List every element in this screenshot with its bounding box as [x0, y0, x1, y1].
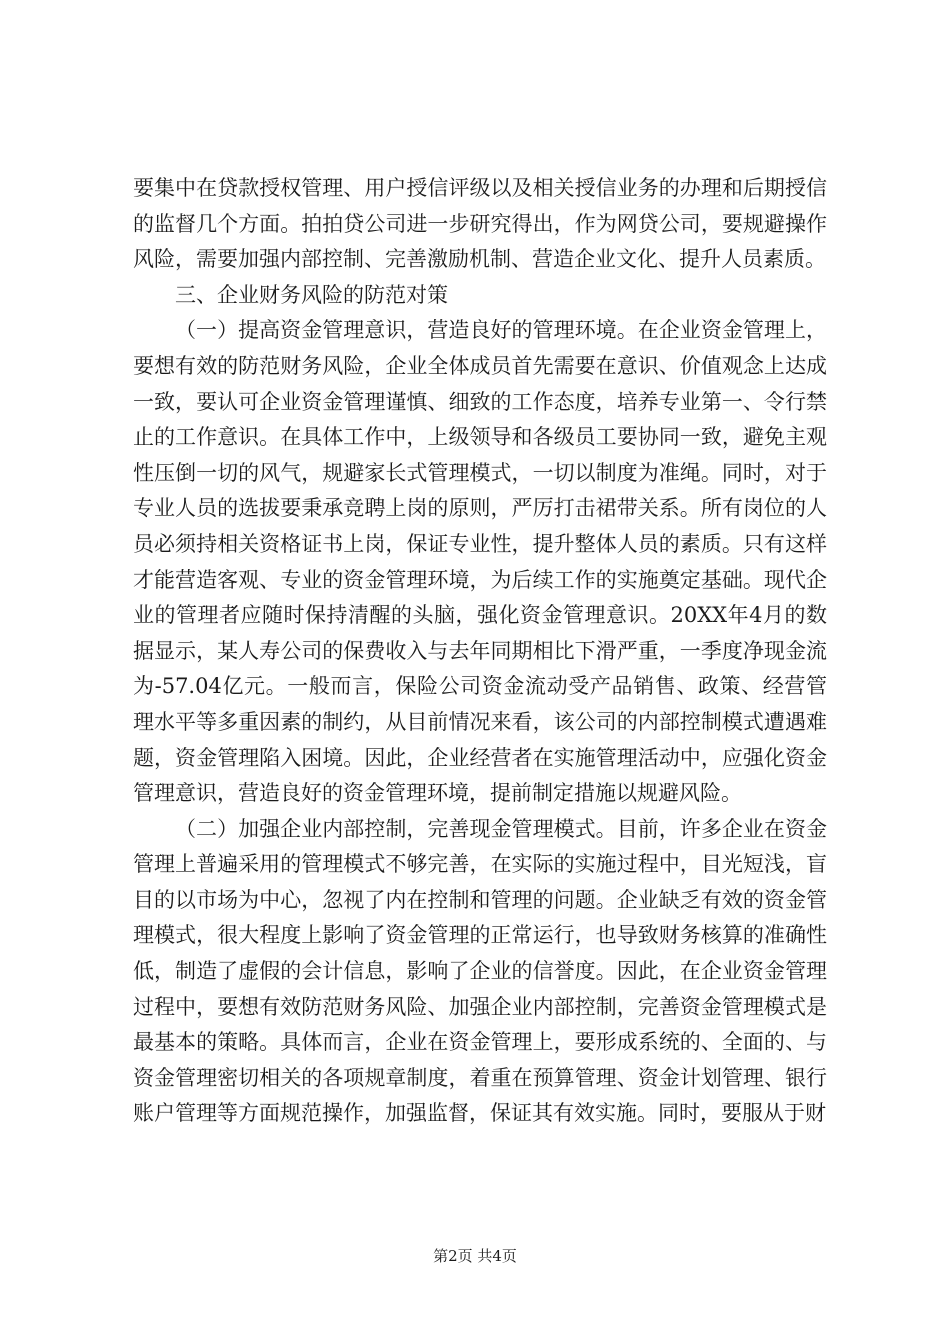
document-body: [133, 171, 827, 1132]
paragraph-measure-1: （一）提高资金管理意识，营造良好的管理环境。在企业资金管理上，要想有效的防范财务风险，企业全体成员首先需要在意识、价值观念上达成一致，要认可企业资金管理谨慎、细致的工作态度，培养专业第一、令行禁止的工作意识。在具体工作中，上级领导和各级员工要协同一致，避免主观性压倒一切的风气，规避家长式管理模式，一切以制度为准绳。同时，对于专业人员的选拔要秉承竞聘上岗的原则，严厉打击裙带关系。所有岗位的人员必须持相关资格证书上岗，保证专业性，提升整体人员的素质。只有这样才能营造客观、专业的资金管理环境，为后续工作的实施奠定基础。现代企业的管理者应随时保持清醒的头脑，强化资金管理意识。20XX年4月的数据显示，某人寿公司的保费收入与去年同期相比下滑严重，一季度净现金流为-57.04亿元。一般而言，保险公司资金流动受产品销售、政策、经营管理水平等多重因素的制约，从目前情况来看，该公司的内部控制模式遭遇难题，资金管理陷入困境。因此，企业经营者在实施管理活动中，应强化资金管理意识，营造良好的资金管理环境，提前制定措施以规避风险。: [133, 318, 827, 806]
paragraph-continuation: 要集中在贷款授权管理、用户授信评级以及相关授信业务的办理和后期授信的监督几个方面。拍拍贷公司进一步研究得出，作为网贷公司，要规避操作风险，需要加强内部控制、完善激励机制、营造企业文化、提升人员素质。: [133, 176, 827, 272]
paragraph-measure-2: （二）加强企业内部控制，完善现金管理模式。目前，许多企业在资金管理上普遍采用的管理模式不够完善，在实际的实施过程中，目光短浅，盲目的以市场为中心，忽视了内在控制和管理的问题。企业缺乏有效的资金管理模式，很大程度上影响了资金管理的正常运行，也导致财务核算的准确性低，制造了虚假的会计信息，影响了企业的信誉度。因此，在企业资金管理过程中，要想有效防范财务风险、加强企业内部控制，完善资金管理模式是最基本的策略。具体而言，企业在资金管理上，要形成系统的、全面的、与资金管理密切相关的各项规章制度，着重在预算管理、资金计划管理、银行账户管理等方面规范操作，加强监督，保证其有效实施。同时，要服从于财: [133, 816, 827, 1126]
section-heading: 三、企业财务风险的防范对策: [175, 282, 448, 307]
page-number-footer: 第2页 共4页: [433, 1247, 517, 1265]
